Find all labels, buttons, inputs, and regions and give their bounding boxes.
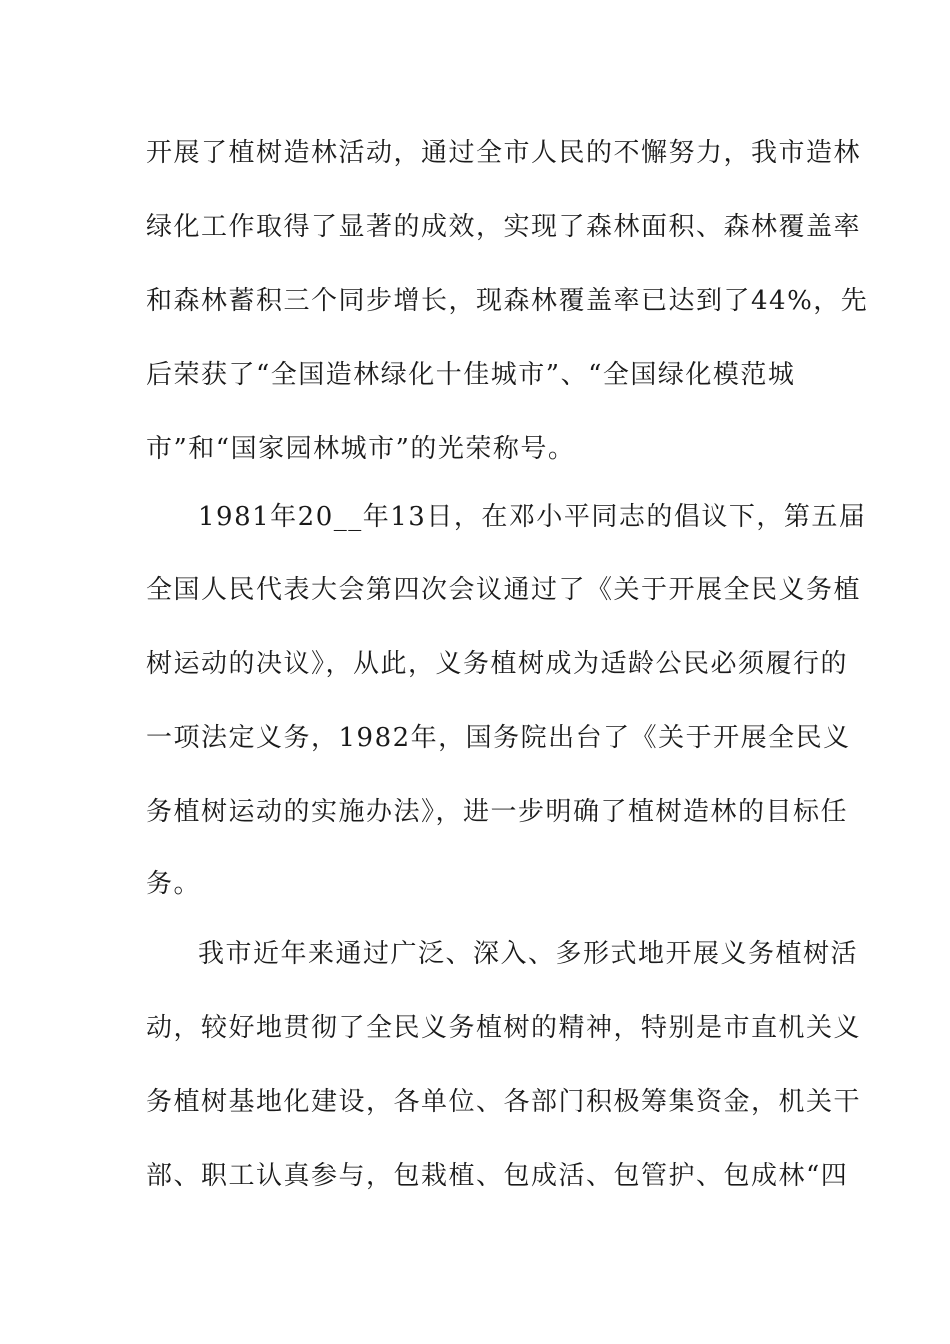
paragraph-3-line-1: 我市近年来通过广泛、深入、多形式地开展义务植树活: [198, 939, 859, 969]
paragraph-2-line-5: 务植树运动的实施办法》，进一步明确了植树造林的目标任: [146, 797, 849, 827]
paragraph-1-line-2: 绿化工作取得了显著的成效，实现了森林面积、森林覆盖率: [146, 212, 862, 242]
paragraph-3-line-4: 部、职工认真参与，包栽植、包成活、包管护、包成林“四: [146, 1161, 849, 1191]
paragraph-2-line-6: 务。: [146, 869, 202, 899]
paragraph-2-line-4: 一项法定义务，1982年，国务院出台了《关于开展全民义: [146, 723, 851, 753]
paragraph-1-line-4: 后荣获了“全国造林绿化十佳城市”、“全国绿化模范城: [146, 360, 796, 390]
paragraph-2-line-1: 1981年20__年13日，在邓小平同志的倡议下，第五届: [198, 502, 867, 532]
paragraph-3-line-3: 务植树基地化建设，各单位、各部门积极筹集资金，机关干: [146, 1087, 862, 1117]
paragraph-2-line-2: 全国人民代表大会第四次会议通过了《关于开展全民义务植: [146, 575, 862, 605]
paragraph-1-line-5: 市”和“国家园林城市”的光荣称号。: [146, 434, 576, 464]
paragraph-1-line-3: 和森林蓄积三个同步增长，现森林覆盖率已达到了44%，先: [146, 286, 869, 316]
paragraph-2-line-3: 树运动的决议》，从此，义务植树成为适龄公民必须履行的: [146, 649, 849, 679]
paragraph-3-line-2: 动，较好地贯彻了全民义务植树的精神，特别是市直机关义: [146, 1013, 862, 1043]
paragraph-1-line-1: 开展了植树造林活动，通过全市人民的不懈努力，我市造林: [146, 138, 862, 168]
